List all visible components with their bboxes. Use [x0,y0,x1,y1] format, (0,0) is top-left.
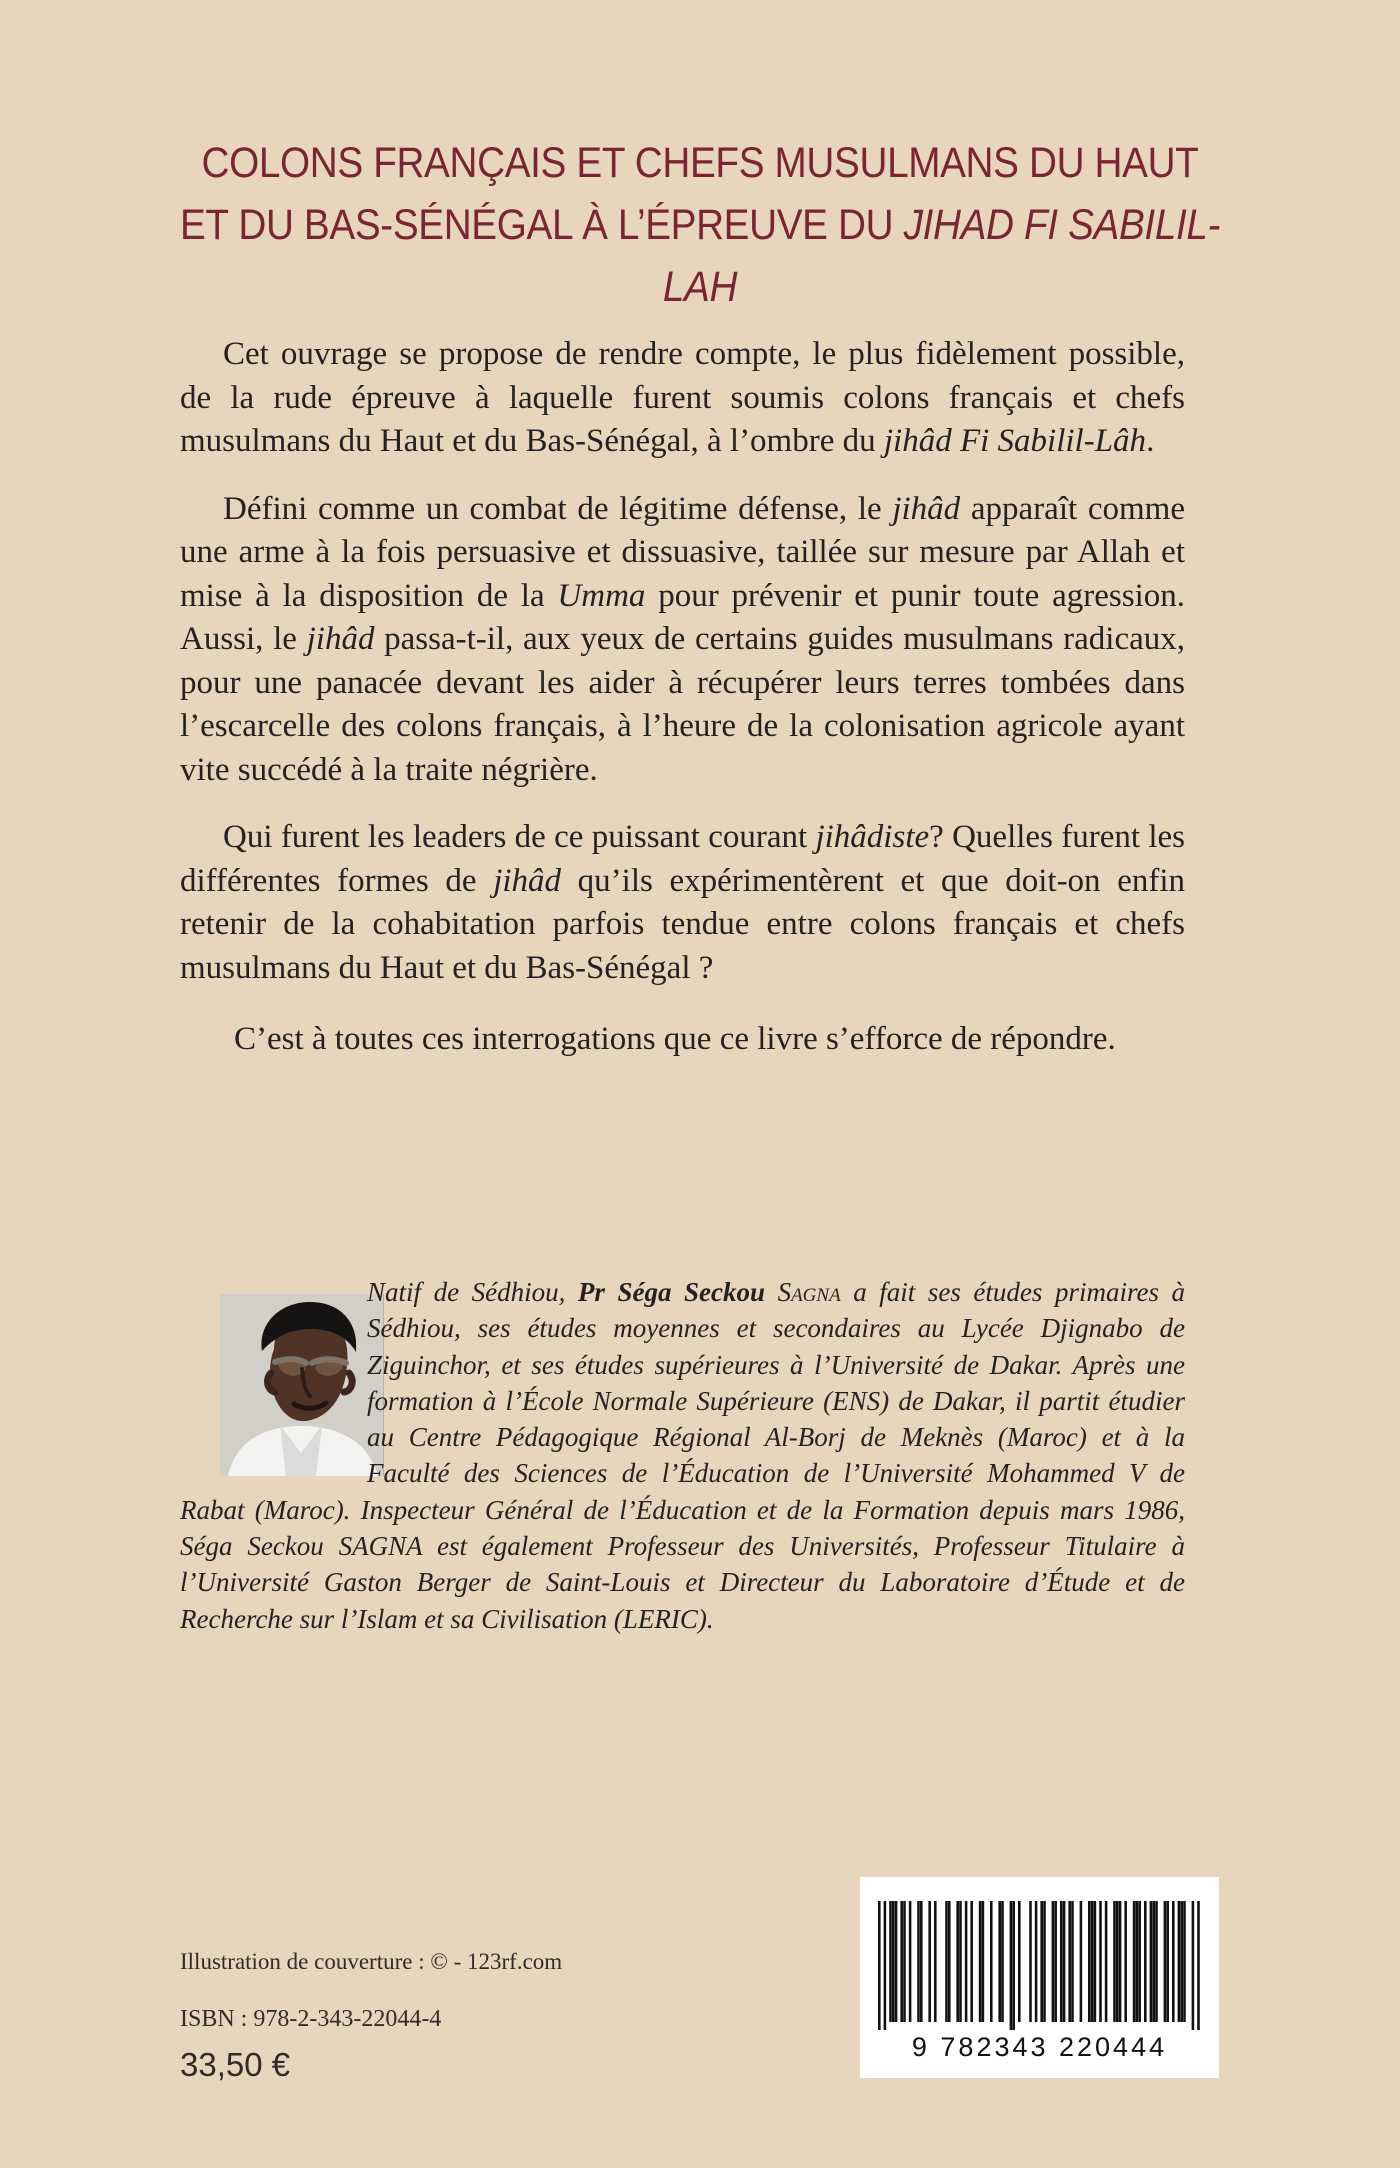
barcode-bar [889,1901,892,2022]
barcode-bar [1060,1901,1063,2022]
author-name-bold [578,1277,841,1307]
barcode-bar [1029,1901,1032,2022]
author-bio-text: a fait ses études primaires à Sédhiou, ses études moyennes et secondaires au Lycée Djignabo de Ziguinchor, et ses études supérieures à l’Université de Dakar. Après une formation à l’École Normale Supérieure (ENS) de Dakar, il partit étudier au Centre Pédagogique Régional Al-Borj de Meknès (Maroc) et à la Faculté des Sciences de l’Éducation de l’Université Mohammed V de Rabat (Maroc). Inspecteur Général de l’Éducation et de la Formation depuis mars 1986, Séga Seckou SAGNA est également Professeur des Universités, Professeur Titulaire à l’Université Gaston Berger de Saint-Louis et Directeur du Laboratoire d’Étude et de Recherche sur l’Islam et sa Civilisation (LERIC). [180,1277,1186,1634]
barcode-bar [1071,1901,1074,2022]
barcode-bar [1010,1901,1013,2030]
barcode-bar [945,1901,948,2022]
barcode-bar [1150,1901,1153,2022]
barcode-bar [1124,1901,1127,2022]
isbn-number: ISBN : 978-2-343-22044-4 [180,2006,442,2032]
summary-paragraph-3-text-a: Qui furent les leaders de ce puissant courant [223,819,816,855]
title-line-1: COLONS FRANÇAIS ET CHEFS MUSULMANS DU HAUT [201,139,1199,187]
barcode-bar [920,1901,923,2022]
barcode-bar [1113,1901,1116,2022]
barcode-bar [1094,1901,1097,2022]
barcode-bar [1080,1901,1083,2022]
barcode-bar [1172,1901,1175,2022]
barcode-bar [1192,1901,1195,2030]
book-summary [180,333,1185,1086]
barcode-bar [903,1901,906,2022]
barcode-bar [909,1901,912,2022]
summary-paragraph-1-end: . [1146,423,1155,459]
barcode-bar [1164,1901,1167,2022]
barcode-bar [934,1901,937,2022]
barcode-bar [1068,1901,1071,2022]
summary-paragraph-2-text-c: pour prévenir et punir toute agression. Aussi, le [180,577,1185,657]
barcode-bar [900,1901,903,2022]
summary-paragraph-4: C’est à toutes ces interrogations que ce livre s’efforce de répondre. [234,1021,1116,1057]
barcode-bar [1136,1901,1139,2022]
barcode-bar [1144,1901,1147,2022]
author-biography [180,1274,1185,1637]
book-title [178,132,1222,318]
summary-paragraph-3-text-b: ? Quelles furent les différentes formes de [180,819,1185,899]
barcode-panel [860,1877,1219,2078]
author-surname-smallcaps: Sagna [777,1277,841,1307]
barcode-bar [917,1901,920,2022]
author-name-first: Pr Séga Seckou [577,1277,778,1307]
barcode-bar [1043,1901,1046,2022]
barcode-bar [1178,1901,1181,2022]
author-bio-prefix: Natif de Sédhiou, [367,1277,578,1307]
barcode-bar [1099,1901,1102,2022]
summary-paragraph-2-jihad-2: jihâd [306,621,375,657]
barcode-bar [1035,1901,1038,2022]
barcode-bar [970,1901,973,2022]
barcode-bar [1119,1901,1122,2022]
title-line-2-prefix: ET DU BAS-SÉNÉGAL À L’ÉPREUVE DU [179,201,904,249]
barcode-bar [979,1901,982,2022]
barcode-bar [895,1901,898,2022]
barcode-bar [990,1901,993,2022]
summary-paragraph-1 [180,333,1185,464]
cover-illustration-credit: Illustration de couverture : © - 123rf.com [180,1949,563,1974]
summary-paragraph-3-text-c: qu’ils expérimentèrent et que doit-on enfin retenir de la cohabitation parfois tendue entre colons français et chefs musulmans du Haut et du Bas-Sénégal ? [180,862,1185,986]
book-price: 33,50 € [180,2046,291,2083]
barcode-bar [998,1901,1001,2022]
barcode-bar [1166,1901,1169,2022]
barcode-bar [1197,1901,1200,2030]
barcode-bar [1152,1901,1155,2022]
barcode-bar [1133,1901,1136,2022]
barcode-bar [1018,1901,1021,2022]
barcode-bar [1180,1901,1183,2022]
summary-paragraph-1-text: Cet ouvrage se propose de rendre compte, le plus fidèlement possible, de la rude épreuve à laquelle furent soumis colons français et chefs musulmans du Haut et du Bas-Sénégal, à l’ombre du [180,336,1185,459]
summary-paragraph-1-italic: jihâd Fi Sabilil-Lâh [883,423,1147,459]
barcode-bar [1054,1901,1057,2022]
barcode-bar [928,1901,931,2022]
title-line-2-italic: JIHAD FI SABILIL-LAH [662,201,1221,311]
summary-paragraph-2-text-a: Défini comme un combat de légitime défense, le [223,490,893,527]
barcode-bar [892,1901,895,2022]
summary-paragraph-3-jihad: jihâd [493,862,562,899]
summary-paragraph-3-jihadiste: jihâdiste [815,819,930,855]
summary-paragraph-2 [180,488,1185,793]
barcode-bar [884,1901,887,2030]
barcode-bar [1012,1901,1015,2030]
barcode-bar [965,1901,968,2022]
barcode-bar [1155,1901,1158,2022]
barcode-bar [1040,1901,1043,2022]
photo-text-wrap-space [180,1274,367,1458]
barcode-bar [1183,1901,1186,2022]
barcode-bar [948,1901,951,2022]
barcode-bar [1063,1901,1066,2022]
barcode-bar [1091,1901,1094,2022]
barcode-bar [878,1901,881,2030]
barcode-bar [1052,1901,1055,2022]
barcode-bar [1105,1901,1108,2022]
barcode-bar [956,1901,959,2022]
barcode-bar [1001,1901,1004,2022]
barcode-bar [959,1901,962,2022]
barcode-icon [878,1901,1200,2030]
summary-paragraph-2-text-b: apparaît comme une arme à la fois persuasive et dissuasive, taillée sur mesure par Allah et mise à la disposition de la [180,490,1185,614]
summary-paragraph-2-jihad-1: jihâd [892,490,961,527]
barcode-bar [982,1901,985,2022]
barcode-bar [1116,1901,1119,2022]
barcode-digits: 9 782343 220444 [911,2032,1168,2062]
summary-paragraph-2-umma: Umma [557,577,646,614]
summary-paragraph-2-text-d: passa-t-il, aux yeux de certains guides musulmans radicaux, pour une panacée devant les aider à récupérer leurs terres tombées dans l’escarcelle des colons français, à l’heure de la colonisation agricole ayant vite succédé à la traite négrière. [180,621,1185,788]
summary-paragraph-3 [180,816,1185,990]
barcode-bar [1088,1901,1091,2022]
barcode-bar [1138,1901,1141,2022]
